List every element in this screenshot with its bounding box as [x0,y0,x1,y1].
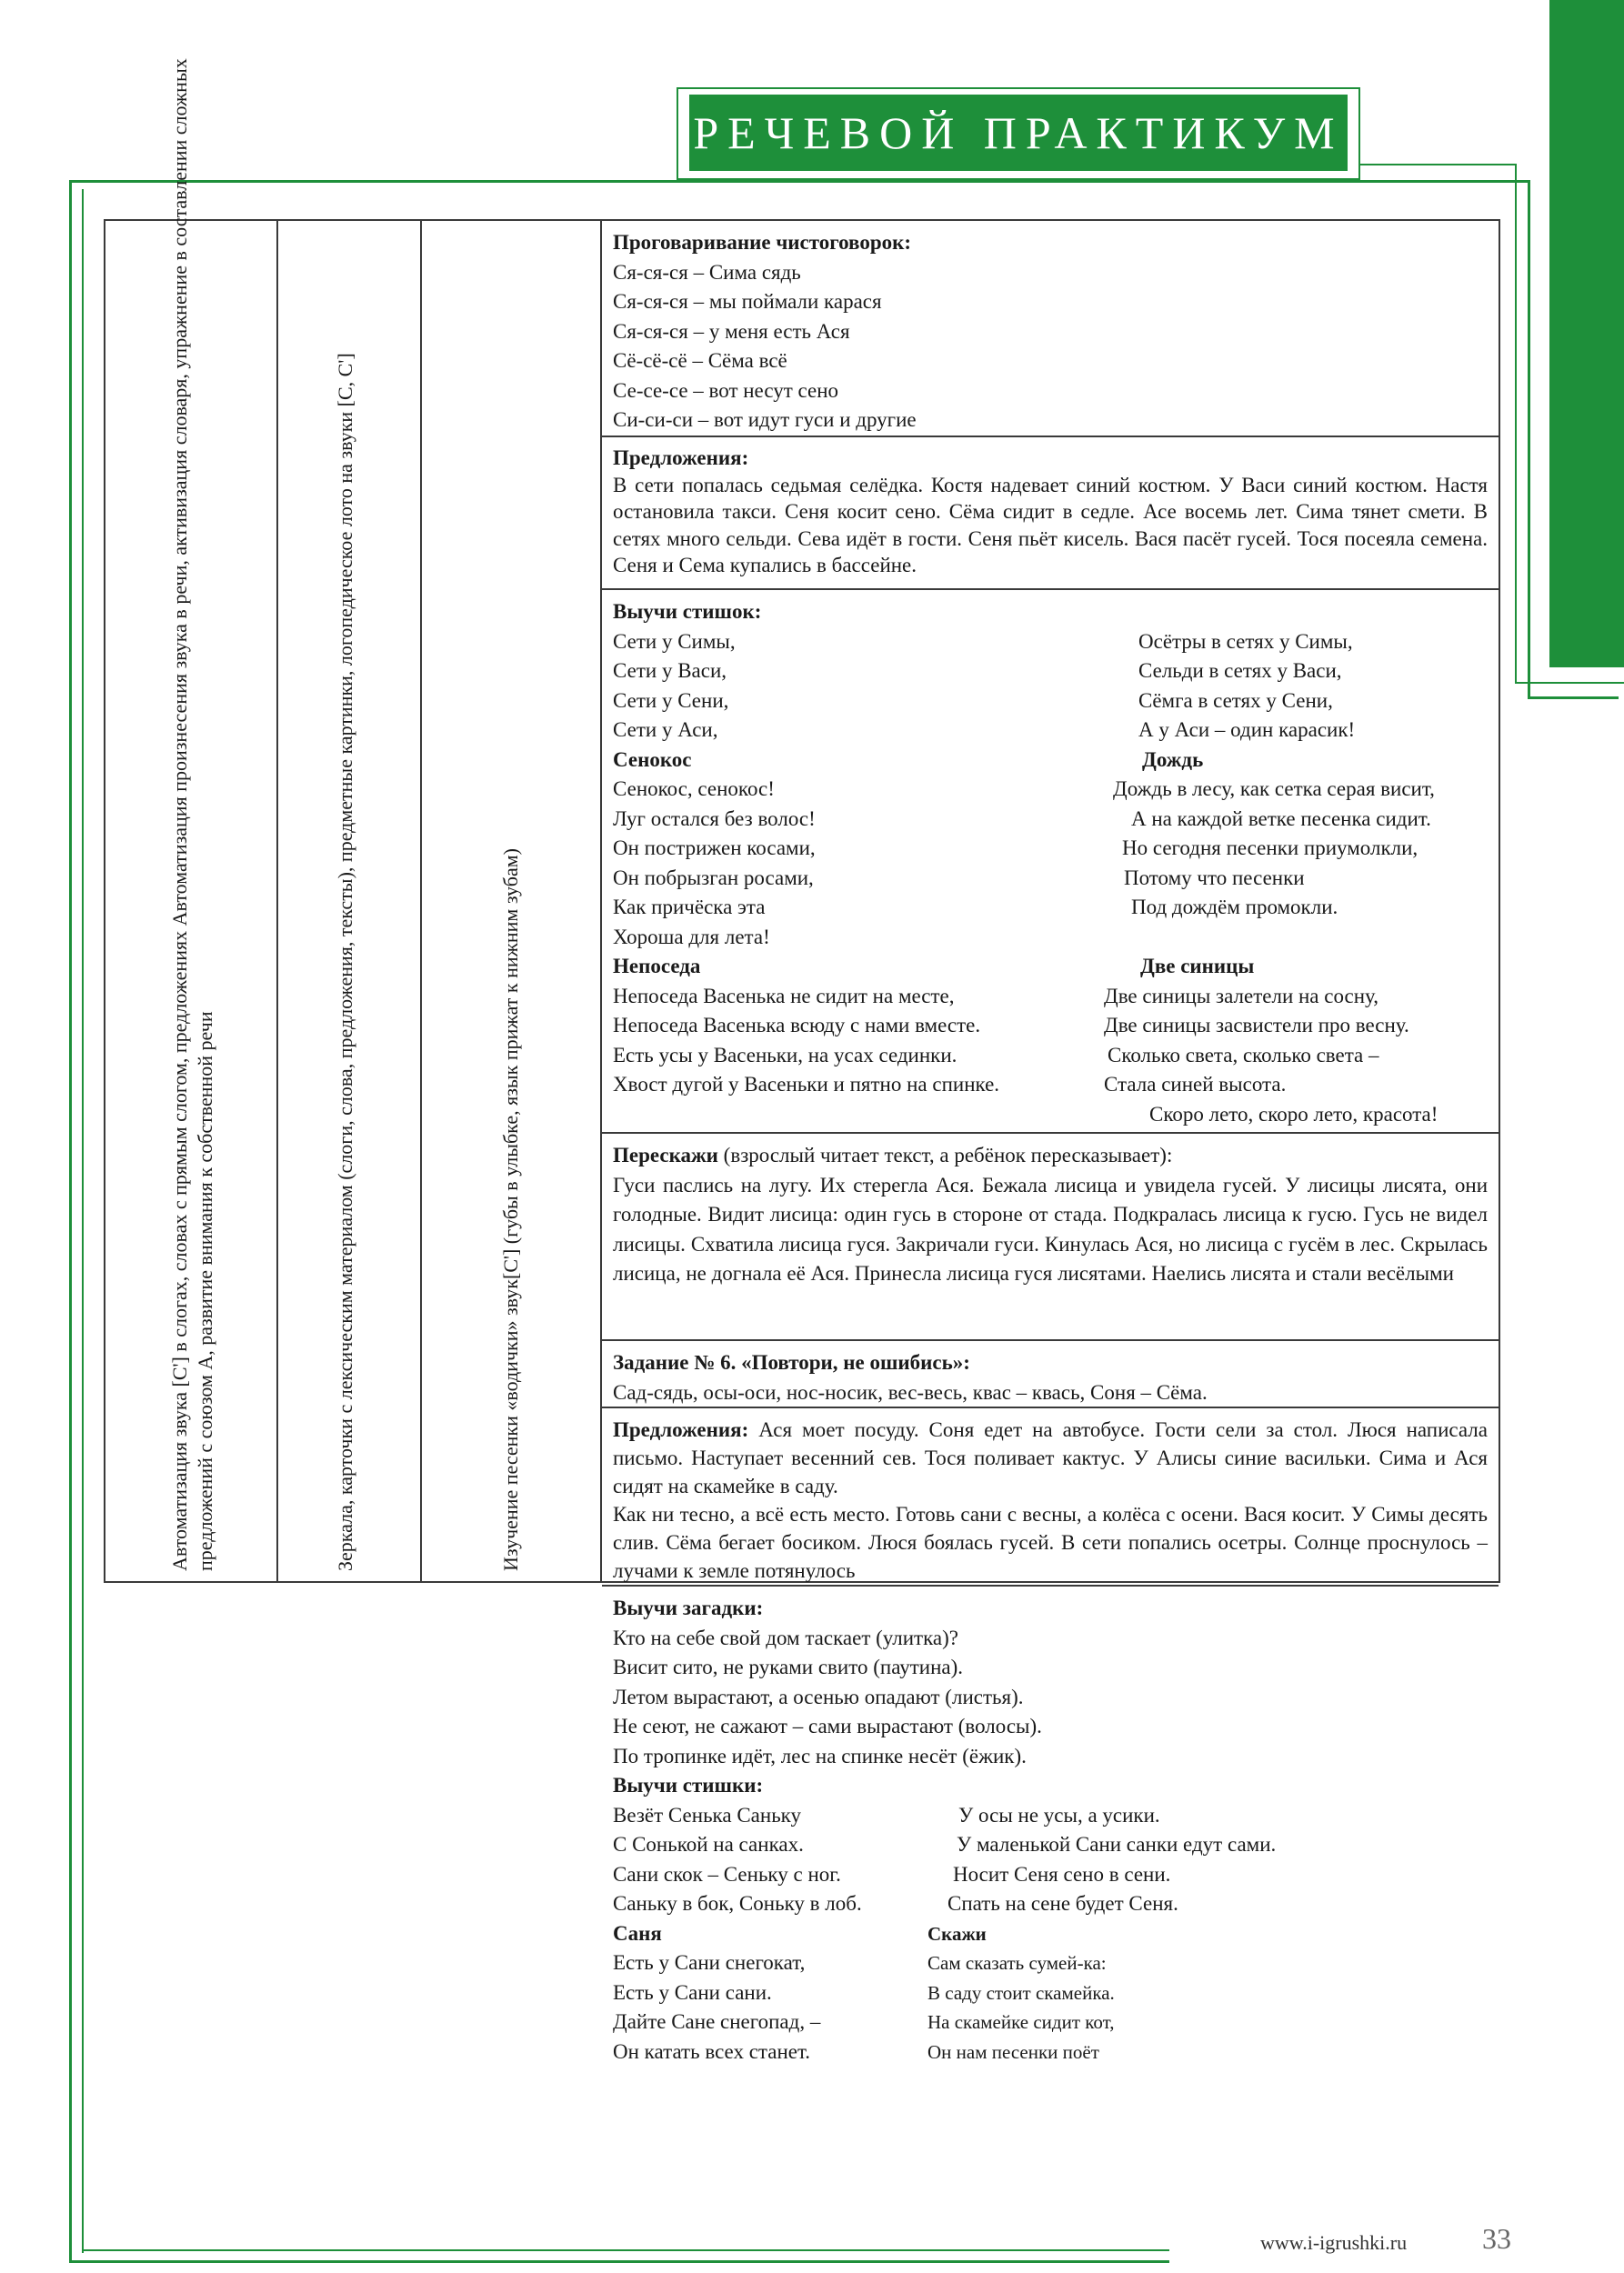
poem-line: Хвост дугой у Васеньки и пятно на спинке. [613,1073,1000,1096]
poem-line: Есть у Сани сани. [613,1980,772,2004]
text-line: Сад-сядь, осы-оси, нос-носик, вес-весь, квас – квась, Соня – Сёма. [613,1380,1208,1404]
riddle-line: По тропинке идёт, лес на спинке несёт (ёжик). [613,1744,1027,1767]
poem-line: Он пострижен косами, [613,836,816,859]
poem-line: Есть усы у Васеньки, на усах сединки. [613,1043,957,1066]
section-retell [602,1134,1499,1341]
poem-line: Сети у Сени, [613,688,729,712]
section-tongue-twisters [602,221,1499,437]
poem-line: Сети у Васи, [613,659,727,682]
text-line: Се-се-се – вот несут сено [613,378,839,402]
riddle-line: Летом вырастают, а осенью опадают (листья). [613,1685,1024,1708]
section-subtitle: (взрослый читает текст, а ребёнок пересказывает): [717,1144,1173,1167]
frame-line [82,2249,1169,2251]
frame-line [1515,682,1624,684]
poem-line: Он катать всех станет. [613,2039,811,2059]
poem-line: Сельди в сетях у Васи, [1138,659,1342,682]
frame-line [69,180,72,2262]
footer-url: www.i-igrushki.ru [1260,2231,1408,2254]
poem-line: Дайте Сане снегопад, – [613,2010,821,2033]
poem-line: А у Аси – один карасик! [1138,718,1356,741]
poem-right [1138,627,1355,746]
section-riddles [602,1587,1499,2059]
column-divider [276,221,278,1581]
section-title: Перескажи [613,1144,718,1167]
poem-block [613,1771,1488,1919]
frame-line [1528,180,1530,698]
section-task-6 [602,1341,1499,1408]
poem-block [613,952,1488,1126]
poem-line: Скоро лето, скоро лето, красота! [1149,1102,1439,1126]
poem-line: Потому что песенки [1124,866,1305,889]
poem-block [613,1919,1488,2060]
paragraph: Ася моет посуду. Соня едет на автобусе. Гости сели за стол. Люся написала письмо. Наступает весенний сев. Тося поливает кактус. У Алисы синие васильки. Сима и Ася сидят на скамейке в саду. [613,1418,1488,1497]
frame-line [82,189,84,2253]
poem-title: Скажи [927,1922,987,1945]
poem-line: Он нам песенки поёт [927,2040,1099,2059]
frame-line [1360,164,1517,165]
poem-line: Непоседа Васенька всюду с нами вместе. [613,1014,981,1036]
poem-line: Везёт Сенька Саньку [613,1803,802,1827]
poem-block [613,597,1488,746]
frame-line [69,2260,1169,2263]
poem-line: У осы не усы, а усики. [958,1803,1160,1827]
poem-line: Сколько света, сколько света – [1108,1043,1379,1066]
riddle-line: Кто на себе свой дом таскает (улитка)? [613,1626,959,1649]
poem-line: Носит Сеня сено в сени. [953,1862,1171,1886]
poem-line: Сети у Симы, [613,629,736,653]
poem-line: Сёмга в сетях у Сени, [1138,688,1333,712]
materials-text: Зеркала, карточки с лексическим материалом (слоги, слова, предложения, тексты), предметные картинки, логопедическое лото на звуки [С, С'] [334,353,356,1571]
section-title: Предложения: [613,446,749,469]
poem-line: Есть у Сани снегокат, [613,1951,806,1974]
poem-line: Две синицы залетели на сосну, [1104,984,1379,1007]
poem-line: Осётры в сетях у Симы, [1138,629,1353,653]
section-title: Предложения: [613,1418,749,1441]
paragraph: Гуси паслись на лугу. Их стерегла Ася. Бежала лисица и увидела гусей. У лисицы лисята, они голодные. Видит лисица: один гусь в стороне от стада. Подкралась лисица к гусю. Гусь не видел лисицы. Схватила лисица гуся. Закричали гуси. Кинулась Ася, но лисица с гусём в лес. Скрылась лисица, не догнала её Ася. Принесла лисица гуся лисятами. Наелись лисята и стали весёлыми [613,1173,1488,1285]
poem-line: На скамейке сидит кот, [927,2011,1115,2033]
page-title: РЕЧЕВОЙ ПРАКТИКУМ [689,95,1348,171]
section-sentences [602,437,1499,590]
text-line: Ся-ся-ся – у меня есть Ася [613,319,850,343]
poem-line: Сам сказать сумей-ка: [927,1952,1107,1974]
text-line: Си-си-си – вот идут гуси и другие [613,408,917,431]
goals-text-2: предложений с союзом А, развитие внимания к собственной речи [194,1011,216,1571]
frame-line [1515,164,1517,682]
poem-line: Как причёска эта [613,896,766,918]
goals-text: Автоматизация звука [С'] в слогах, словах с прямым слогом, предложениях Автоматизация произнесения звука в речи, активизация словаря, упражнение в составлении сложных [168,58,191,1571]
poem-title: Саня [613,1921,662,1945]
section-title: Задание № 6. «Повтори, не ошибись»: [613,1351,970,1374]
poem-title: Непоседа [613,955,701,977]
poem-line: Он побрызган росами, [613,866,814,889]
paragraph: Как ни тесно, а всё есть место. Готовь сани с весны, а колёса с осени. Вася косит. У Симы десять слив. Сёма бегает босиком. Люся боялась гусей. В сети попались осетры. Солнце проснулось – лучами к земле потянулось [613,1503,1488,1582]
poem-line: С Сонькой на санках. [613,1833,804,1856]
section-title: Проговаривание чистоговорок: [613,231,912,254]
materials-column [333,353,358,1571]
poem-right [1113,746,1435,923]
poem-title: Две синицы [1140,955,1255,977]
poem-line: Но сегодня песенки приумолкли, [1122,836,1418,859]
poem-line: У маленькой Сани санки едут сами. [957,1833,1277,1856]
paragraph: В сети попалась седьмая селёдка. Костя надевает синий костюм. У Васи синий костюм. Настя остановила такси. Сеня косит сено. Сёма сидит в седле. Асе восемь лет. Сима тянет смети. В сетях много сельди. Сева идёт в гости. Сеня пьёт кисель. Вася пасёт гусей. Тося посеяла семена. Сеня и Сема купались в бассейне. [613,473,1488,576]
poem-line: Дождь в лесу, как сетка серая висит, [1113,777,1435,800]
poem-block [613,746,1488,953]
poem-line: Спать на сене будет Сеня. [947,1892,1178,1915]
poem-right [947,1801,1276,1919]
frame-line [69,180,1529,183]
poem-line: Непоседа Васенька не сидит на месте, [613,984,955,1007]
column-divider [420,221,422,1581]
poem-line: Луг остался без волос! [613,806,816,830]
method-column [498,848,524,1571]
poem-title: Сенокос [613,747,692,771]
riddle-line: Не сеют, не сажают – сами вырастают (волосы). [613,1715,1042,1737]
poem-line: А на каждой ветке песенка сидит. [1131,806,1431,830]
poem-right [927,1919,1115,2060]
poem-line: Стала синей высота. [1104,1073,1287,1096]
poem-line: Сети у Аси, [613,718,718,741]
poem-line: Сани скок – Сеньку с ног. [613,1862,841,1886]
text-line: Ся-ся-ся – Сима сядь [613,260,801,284]
page-number: 33 [1482,2222,1511,2255]
poem-line: Под дождём промокли. [1131,896,1338,918]
text-line: Сё-сё-сё – Сёма всё [613,349,787,372]
frame-line [1528,696,1619,699]
poem-line: Саньку в бок, Соньку в лоб. [613,1892,862,1915]
poem-line: Две синицы засвистели про весну. [1104,1014,1409,1036]
section-title: Выучи загадки: [613,1597,764,1619]
poem-right [1104,952,1438,1129]
text-line: Ся-ся-ся – мы поймали карася [613,290,882,313]
poem-line: В саду стоит скамейка. [927,1981,1115,2004]
section-sentences-2 [602,1408,1499,1587]
method-text: Изучение песенки «водички» звук[С'] (губы в улыбке, язык прижат к нижним зубам) [499,848,522,1571]
section-title: Выучи стишки: [613,1774,764,1797]
poem-title: Дождь [1142,747,1204,771]
goals-column [167,58,218,1571]
poem-line: Хороша для лета! [613,925,770,948]
riddle-line: Висит сито, не руками свито (паутина). [613,1656,964,1678]
green-side-bar [1549,0,1624,667]
section-title: Выучи стишок: [613,600,762,623]
section-learn-poem [602,590,1499,1134]
poem-line: Сенокос, сенокос! [613,777,775,800]
